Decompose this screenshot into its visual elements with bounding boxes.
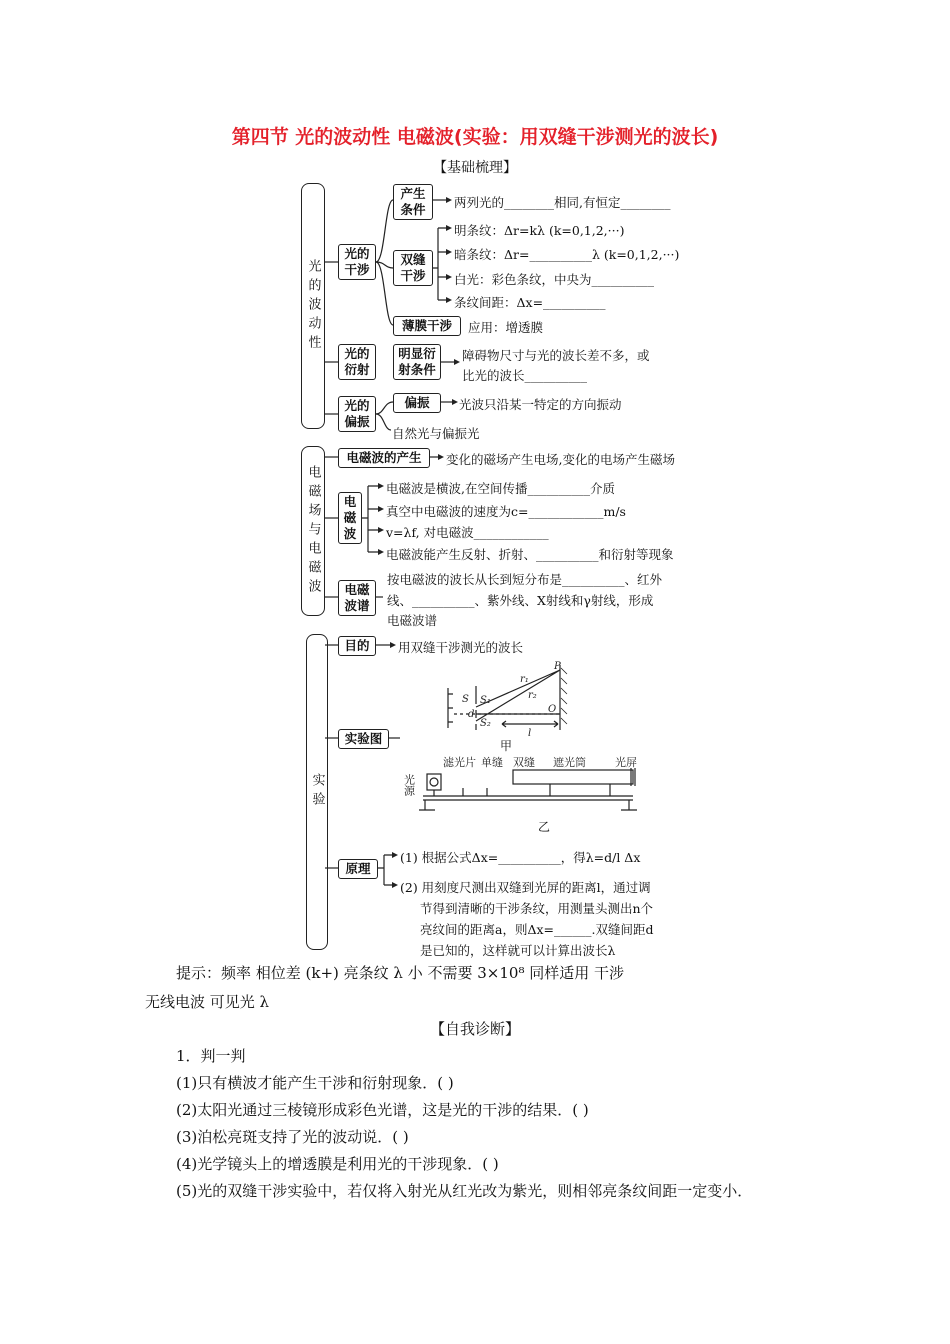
label-s: S — [462, 694, 469, 705]
group-wave-nature: 光的波动性 — [301, 183, 325, 429]
node-diffraction: 光的衍射 — [338, 344, 376, 380]
figure-label-yi: 乙 — [538, 820, 551, 834]
question-title: 1．判一判 — [176, 1047, 246, 1065]
em-text-2: 真空中电磁波的速度为c=____________m/s — [386, 504, 626, 519]
spectrum-text-2: 线、__________、紫外线、X射线和γ射线，形成 — [387, 593, 654, 608]
label-l: l — [528, 728, 532, 739]
label-d: d — [468, 709, 475, 720]
white-light-text: 白光：彩色条纹，中央为__________ — [454, 272, 655, 287]
bright-fringe-text: 明条纹：Δr=kλ (k=0,1,2,···) — [454, 223, 625, 238]
principle-text-1: (1) 根据公式Δx=__________，得λ=d/l Δx — [400, 850, 641, 865]
figure-label-jia: 甲 — [500, 739, 513, 753]
spectrum-text-1: 按电磁波的波长从长到短分布是__________、红外 — [387, 572, 663, 587]
polarization-text: 光波只沿某一特定的方向振动 — [459, 397, 622, 412]
node-figure: 实验图 — [338, 729, 389, 749]
label-s2: S₂ — [480, 718, 491, 729]
label-o: O — [548, 704, 557, 715]
spectrum-text-3: 电磁波谱 — [387, 613, 438, 628]
em-text-1: 电磁波是横波,在空间传播__________介质 — [386, 481, 615, 496]
principle-text-2b: 节得到清晰的干涉条纹，用测量头测出n个 — [420, 901, 654, 916]
fringe-spacing-text: 条纹间距：Δx=__________ — [454, 295, 606, 310]
node-principle: 原理 — [338, 859, 378, 879]
question-5: (5)光的双缝干涉实验中，若仅将入射光从红光改为紫光，则相邻亮条纹间距一定变小． — [176, 1182, 753, 1200]
question-2: (2)太阳光通过三棱镜形成彩色光谱，这是光的干涉的结果．( ) — [176, 1101, 589, 1119]
node-aim: 目的 — [338, 636, 376, 656]
label-s1: S₁ — [480, 695, 491, 706]
hint-line-2: 无线电波 可见光 λ — [145, 993, 270, 1011]
label-p: P — [554, 661, 561, 672]
label-single-slit: 单缝 — [481, 756, 503, 769]
condition-text: 两列光的________相同,有恒定________ — [454, 195, 671, 210]
label-tube: 遮光筒 — [553, 756, 586, 769]
figure-apparatus — [402, 752, 650, 822]
node-em-spectrum: 电磁波谱 — [338, 580, 376, 616]
question-1: (1)只有横波才能产生干涉和衍射现象．( ) — [176, 1074, 454, 1092]
label-filter: 滤光片 — [443, 756, 476, 769]
principle-text-2a: (2) 用刻度尺测出双缝到光屏的距离l，通过调 — [400, 880, 651, 895]
diffraction-text-2: 比光的波长__________ — [462, 368, 588, 383]
group-em-waves: 电磁场与电磁波 — [301, 446, 325, 616]
group-experiment: 实验 — [306, 634, 328, 950]
hint-line-1: 提示：频率 相位差 (k+) 亮条纹 λ 小 不需要 3×10⁸ 同样适用 干涉 — [176, 964, 624, 982]
node-double-slit: 双缝干涉 — [393, 250, 433, 286]
label-screen: 光屏 — [615, 756, 637, 769]
label-double-slit: 双缝 — [513, 756, 535, 769]
section-heading-diagnosis: 【自我诊断】 — [429, 1020, 520, 1038]
aim-text: 用双缝干涉测光的波长 — [398, 640, 524, 655]
em-generation-text: 变化的磁场产生电场,变化的电场产生磁场 — [446, 452, 675, 467]
question-4: (4)光学镜头上的增透膜是利用光的干涉现象．( ) — [176, 1155, 499, 1173]
em-text-4: 电磁波能产生反射、折射、__________和衍射等现象 — [386, 547, 674, 562]
film-application-text: 应用：增透膜 — [468, 320, 544, 335]
natural-light-text: 自然光与偏振光 — [392, 426, 480, 441]
label-r2: r₂ — [528, 690, 537, 701]
node-condition: 产生条件 — [393, 184, 433, 220]
diffraction-text-1: 障碍物尺寸与光的波长差不多，或 — [462, 348, 650, 363]
node-polarization: 光的偏振 — [338, 396, 376, 432]
node-interference: 光的干涉 — [338, 244, 376, 280]
node-em-generation: 电磁波的产生 — [338, 448, 430, 468]
principle-text-2c: 亮纹间的距离a，则Δx=______.双缝间距d — [420, 922, 654, 937]
node-thin-film: 薄膜干涉 — [393, 316, 461, 336]
node-em-wave: 电磁波 — [338, 492, 362, 544]
page-title: 第四节 光的波动性 电磁波(实验：用双缝干涉测光的波长) — [231, 126, 719, 148]
principle-text-2d: 是已知的，这样就可以计算出波长λ — [420, 943, 616, 958]
dark-fringe-text: 暗条纹：Δr=__________λ (k=0,1,2,···) — [454, 247, 680, 262]
label-light-source: 光源 — [402, 774, 416, 796]
em-text-3: v=λf, 对电磁波____________ — [386, 525, 549, 540]
node-obvious-diffraction: 明显衍射条件 — [393, 344, 441, 380]
label-r1: r₁ — [520, 674, 529, 685]
section-heading-basics: 【基础梳理】 — [433, 160, 517, 176]
node-polar-box: 偏振 — [393, 393, 441, 413]
question-3: (3)泊松亮斑支持了光的波动说．( ) — [176, 1128, 409, 1146]
